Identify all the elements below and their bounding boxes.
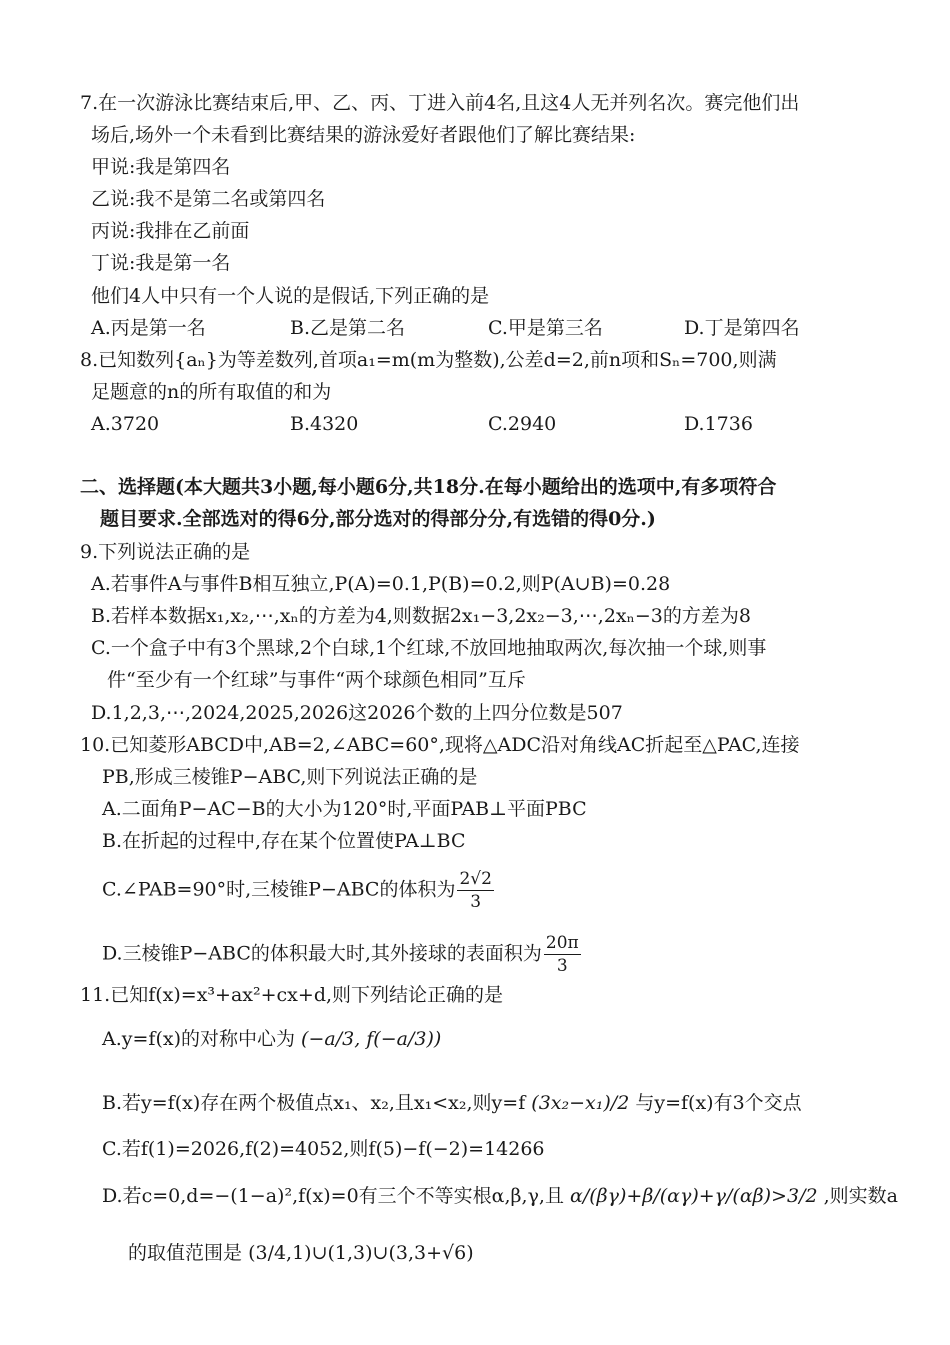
section2-heading-line2: 题目要求.全部选对的得6分,部分选对的得部分分,有选错的得0分.) (100, 508, 656, 530)
q10-option-b: B.在折起的过程中,存在某个位置使PA⊥BC (102, 830, 466, 852)
q10-stem-line1: 10.已知菱形ABCD中,AB=2,∠ABC=60°,现将△ADC沿对角线AC折起至△PAC,连接 (80, 734, 800, 756)
q9-option-c-line1: C.一个盒子中有3个黑球,2个白球,1个红球,不放回地抽取两次,每次抽一个球,则事 (91, 637, 767, 659)
q10-option-d (102, 932, 583, 977)
q9-option-c-line2: 件“至少有一个红球”与事件“两个球颜色相同”互斥 (107, 669, 526, 691)
q10-c-numerator: 2√2 (459, 869, 492, 889)
q7-statement-bing: 丙说:我排在乙前面 (91, 220, 250, 242)
q8-stem-line2: 足题意的n的所有取值的和为 (91, 381, 332, 403)
q9-stem: 9.下列说法正确的是 (80, 541, 251, 563)
q11-option-b-math: (3x₂−x₁)/2 (531, 1092, 630, 1114)
q7-stem-line2: 场后,场外一个未看到比赛结果的游泳爱好者跟他们了解比赛结果: (91, 124, 636, 146)
q10-option-c-text: C.∠PAB=90°时,三棱锥P−ABC的体积为 (102, 878, 456, 901)
q8-stem-line1: 8.已知数列{aₙ}为等差数列,首项a₁=m(m为整数),公差d=2,前n项和Sₙ=700,则满 (80, 349, 777, 371)
q10-d-denominator: 3 (556, 956, 568, 976)
q11-option-a-math: (−a/3, f(−a/3)) (301, 1028, 442, 1050)
q7-option-b: B.乙是第二名 (290, 317, 406, 339)
q7-stem-question: 他们4人中只有一个人说的是假话,下列正确的是 (91, 285, 490, 307)
q10-option-d-fraction (544, 932, 581, 977)
q11-option-d-math: α/(βγ)+β/(αγ)+γ/(αβ)>3/2 (570, 1185, 818, 1207)
q10-option-c (102, 868, 496, 913)
q7-option-a: A.丙是第一名 (91, 317, 206, 339)
q7-statement-jia: 甲说:我是第四名 (91, 156, 231, 178)
q10-option-a: A.二面角P−AC−B的大小为120°时,平面PAB⊥平面PBC (102, 798, 587, 820)
q10-option-d-text: D.三棱锥P−ABC的体积最大时,其外接球的表面积为 (102, 942, 542, 965)
q8-option-b: B.4320 (290, 413, 359, 435)
q11-option-b (102, 1090, 802, 1116)
q8-option-c: C.2940 (488, 413, 557, 435)
q10-d-numerator: 20π (545, 933, 579, 953)
q11-option-b-text: B.若y=f(x)存在两个极值点x₁、x₂,且x₁<x₂,则y=f (102, 1092, 526, 1114)
q11-option-a-text: A.y=f(x)的对称中心为 (102, 1028, 295, 1050)
q7-stem-line1: 7.在一次游泳比赛结束后,甲、乙、丙、丁进入前4名,且这4人无并列名次。赛完他们出 (80, 92, 800, 114)
section2-heading-line1: 二、选择题(本大题共3小题,每小题6分,共18分.在每小题给出的选项中,有多项符合 (80, 476, 777, 498)
q11-stem: 11.已知f(x)=x³+ax²+cx+d,则下列结论正确的是 (80, 984, 504, 1006)
q8-option-d: D.1736 (684, 413, 753, 435)
q11-option-b-tail: 与y=f(x)有3个交点 (635, 1092, 802, 1114)
q10-option-c-fraction (457, 868, 493, 913)
q11-option-c: C.若f(1)=2026,f(2)=4052,则f(5)−f(−2)=14266 (102, 1138, 545, 1160)
q11-option-d-tail: ,则实数a (823, 1185, 898, 1207)
q11-option-d-line1 (102, 1183, 898, 1209)
q7-option-d: D.丁是第四名 (684, 317, 800, 339)
q9-option-d: D.1,2,3,⋯,2024,2025,2026这2026个数的上四分位数是507 (91, 702, 623, 724)
q7-statement-yi: 乙说:我不是第二名或第四名 (91, 188, 326, 210)
q11-option-d-line2 (128, 1240, 474, 1266)
q10-stem-line2: PB,形成三棱锥P−ABC,则下列说法正确的是 (102, 766, 478, 788)
q9-option-a: A.若事件A与事件B相互独立,P(A)=0.1,P(B)=0.2,则P(A∪B)=0.28 (91, 573, 671, 595)
q11-option-a (102, 1026, 441, 1052)
q11-option-d-line2-math: (3/4,1)∪(1,3)∪(3,3+√6) (248, 1242, 474, 1264)
q11-option-d-line2-text: 的取值范围是 (128, 1242, 243, 1264)
q10-c-denominator: 3 (470, 892, 482, 912)
q11-option-d-text: D.若c=0,d=−(1−a)²,f(x)=0有三个不等实根α,β,γ,且 (102, 1185, 564, 1207)
q9-option-b: B.若样本数据x₁,x₂,⋯,xₙ的方差为4,则数据2x₁−3,2x₂−3,⋯,2xₙ−3的方差为8 (91, 605, 751, 627)
q8-option-a: A.3720 (91, 413, 160, 435)
q7-option-c: C.甲是第三名 (488, 317, 603, 339)
q7-statement-ding: 丁说:我是第一名 (91, 252, 231, 274)
